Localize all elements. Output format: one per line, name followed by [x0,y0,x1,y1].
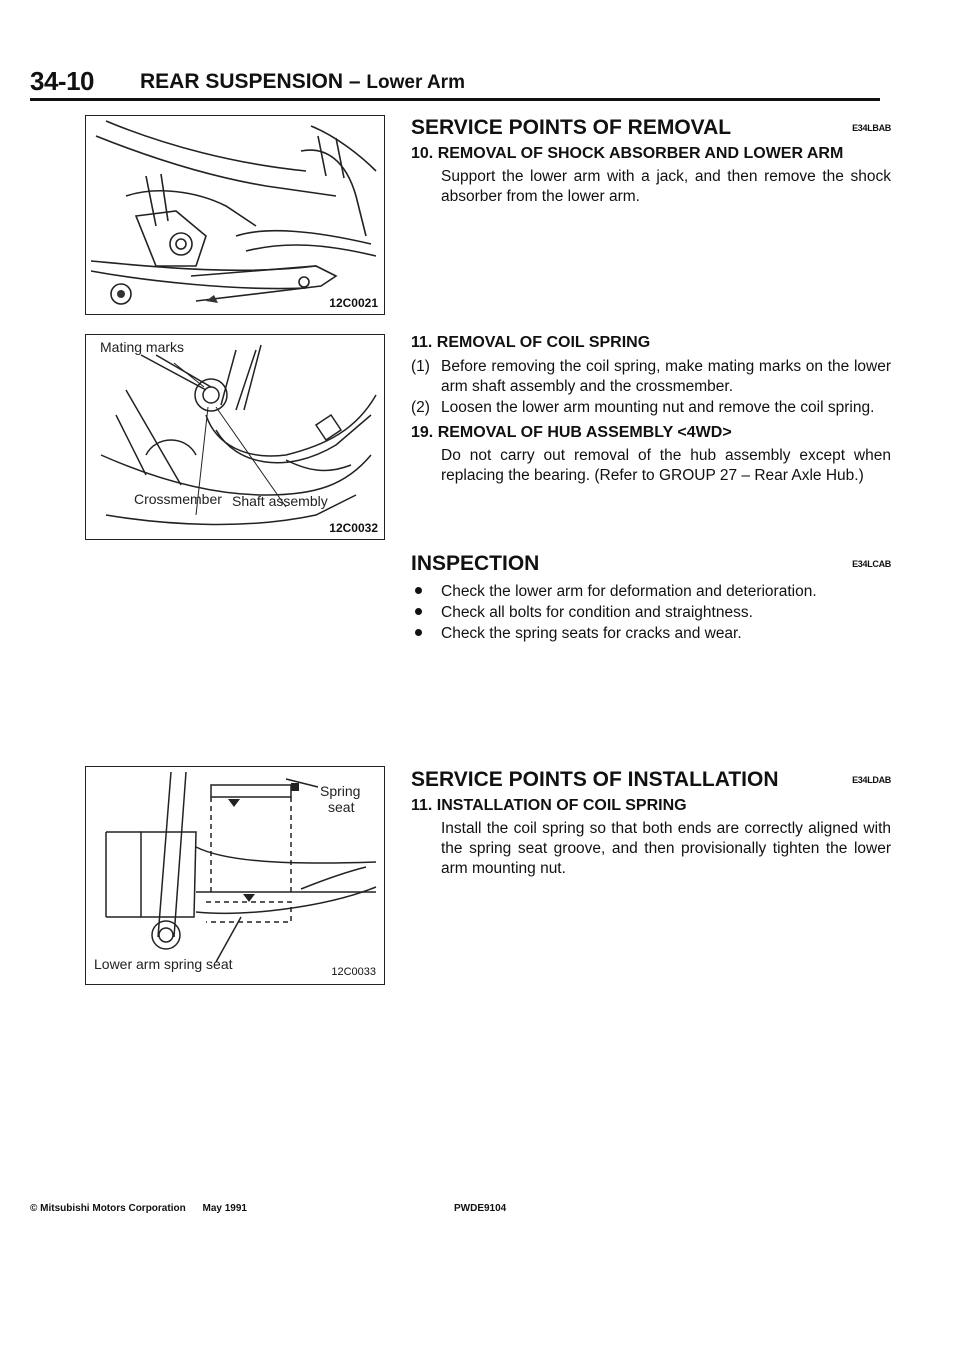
inspection-title-text: INSPECTION [411,552,540,575]
inspection-title [411,552,891,576]
bullet-icon [411,581,441,602]
label-spring: Spring [320,783,361,799]
bullet-text: Check the lower arm for deformation and deterioration. [441,583,817,600]
item-10-text: Support the lower arm with a jack, and then remove the shock absorber from the lower arm. [441,168,891,205]
page-footer [30,1203,507,1214]
item-19-text: Do not carry out removal of the hub assembly except when replacing the bearing. (Refer to GROUP 27 – Rear Axle Hub.) [441,447,891,484]
inspection-bullet [411,581,891,602]
page-title [140,70,465,94]
removal-title-text: SERVICE POINTS OF REMOVAL [411,116,732,139]
inspection-bullet [411,623,891,644]
figure-code: 12C0021 [329,296,378,310]
step-1-number: (1) [411,358,430,375]
install-item-11-heading: 11. INSTALLATION OF COIL SPRING [411,797,687,814]
bullet-text: Check the spring seats for cracks and wear. [441,625,742,642]
subsection-title: Lower Arm [366,72,465,93]
header-rule [30,98,880,101]
label-shaft-assembly: Shaft assembly [232,493,328,509]
item-11-heading: 11. REMOVAL OF COIL SPRING [411,334,651,351]
step-1-text: Before removing the coil spring, make mating marks on the lower arm shaft assembly and the crossmember. [441,358,891,395]
figure-mating-marks [85,334,385,540]
inspection-bullet [411,602,891,623]
step-2-number: (2) [411,399,430,416]
inspection-section [411,552,891,644]
bullet-text: Check all bolts for condition and straightness. [441,604,753,621]
footer-doc-code: PWDE9104 [454,1203,507,1214]
title-separator: – [348,70,361,93]
install-item-11-text: Install the coil spring so that both ends are correctly aligned with the spring seat groove, and then provisionally tighten the lower arm mounting nut. [441,820,891,877]
label-seat: seat [328,799,355,815]
item-19-heading: 19. REMOVAL OF HUB ASSEMBLY <4WD> [411,424,732,441]
removal-code: E34LBAB [852,123,891,133]
label-mating-marks: Mating marks [100,339,185,355]
installation-code: E34LDAB [852,775,891,785]
figure-code: 12C0033 [331,966,376,978]
shock-absorber-illustration [86,116,384,314]
step-2 [411,398,891,418]
section-title: REAR SUSPENSION [140,70,344,93]
label-crossmember: Crossmember [134,491,222,507]
step-1 [411,357,891,397]
removal-section [411,116,891,207]
label-lower-arm-spring-seat: Lower arm spring seat [94,956,233,972]
installation-section [411,768,891,879]
installation-title [411,768,891,792]
page-header [30,66,880,96]
bullet-icon [411,602,441,623]
figure-shock-absorber [85,115,385,315]
bullet-icon [411,623,441,644]
inspection-code: E34LCAB [852,559,891,569]
installation-title-text: SERVICE POINTS OF INSTALLATION [411,768,779,791]
step-2-text: Loosen the lower arm mounting nut and remove the coil spring. [441,399,875,416]
figure-code: 12C0032 [329,521,378,535]
page-number: 34-10 [30,66,94,96]
footer-date: May 1991 [202,1203,247,1214]
figure-spring-seat [85,766,385,985]
removal-title [411,116,891,140]
footer-copyright: © Mitsubishi Motors Corporation [30,1203,186,1214]
item-10-heading: 10. REMOVAL OF SHOCK ABSORBER AND LOWER ARM [411,145,844,162]
coil-spring-removal [411,334,891,486]
